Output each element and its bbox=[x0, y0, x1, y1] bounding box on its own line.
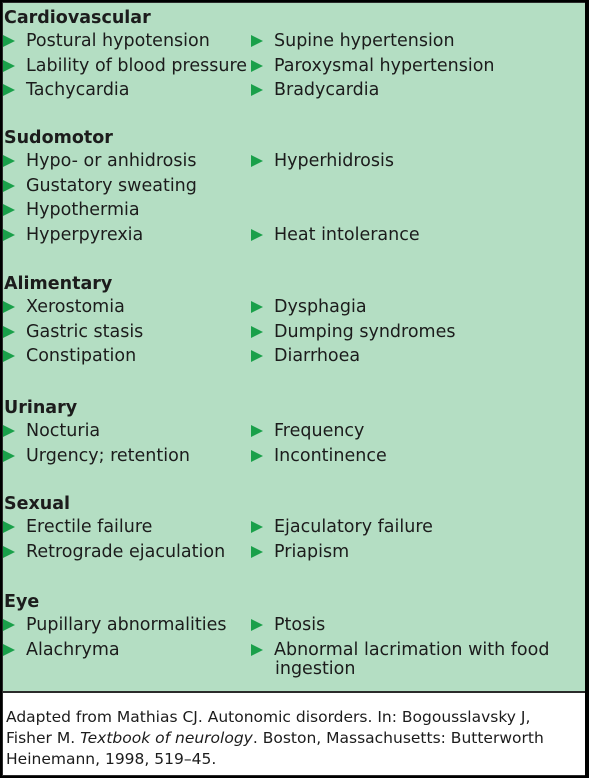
triangle-bullet-icon bbox=[3, 619, 15, 631]
triangle-bullet-icon bbox=[3, 521, 15, 533]
section-alimentary bbox=[3, 273, 585, 369]
section-heading: Sexual bbox=[4, 494, 71, 514]
section-heading: Eye bbox=[4, 592, 40, 612]
list-item bbox=[3, 78, 130, 103]
triangle-bullet-icon bbox=[251, 644, 263, 656]
list-item-label: Urgency; retention bbox=[26, 445, 190, 466]
list-item bbox=[251, 540, 349, 565]
list-item-label: Pupillary abnormalities bbox=[26, 615, 227, 635]
list-item bbox=[3, 320, 143, 345]
list-item bbox=[251, 419, 364, 444]
list-item-label: Bradycardia bbox=[274, 80, 380, 101]
section-sexual bbox=[3, 493, 585, 564]
triangle-bullet-icon bbox=[3, 450, 15, 462]
list-item bbox=[3, 613, 227, 638]
table-row bbox=[3, 54, 585, 79]
section-heading: Alimentary bbox=[4, 274, 113, 294]
list-item bbox=[3, 223, 143, 248]
section-sudomotor bbox=[3, 127, 585, 247]
list-item-label: Paroxysmal hypertension bbox=[274, 55, 495, 76]
list-item bbox=[251, 223, 420, 248]
list-item bbox=[3, 29, 210, 54]
triangle-bullet-icon bbox=[251, 326, 263, 338]
triangle-bullet-icon bbox=[3, 204, 15, 216]
triangle-bullet-icon bbox=[251, 155, 263, 167]
list-item-label: Dumping syndromes bbox=[274, 321, 456, 342]
list-item-label: Gastric stasis bbox=[26, 321, 144, 342]
section-urinary bbox=[3, 397, 585, 468]
table-row bbox=[3, 515, 585, 540]
table-row bbox=[3, 540, 585, 565]
triangle-bullet-icon bbox=[251, 619, 263, 631]
table-row bbox=[3, 223, 585, 248]
triangle-bullet-icon bbox=[251, 35, 263, 47]
triangle-bullet-icon bbox=[251, 350, 263, 362]
list-item-label: Ejaculatory failure bbox=[274, 517, 433, 537]
triangle-bullet-icon bbox=[3, 84, 15, 96]
table-row bbox=[3, 78, 585, 103]
list-item-label: Erectile failure bbox=[26, 517, 153, 537]
list-item-label: Frequency bbox=[274, 421, 365, 441]
list-item-label: Abnormal lacrimation with food bbox=[274, 639, 550, 660]
triangle-bullet-icon bbox=[251, 425, 263, 437]
triangle-bullet-icon bbox=[3, 180, 15, 192]
list-item bbox=[3, 344, 136, 369]
list-item-label: Constipation bbox=[26, 346, 137, 367]
triangle-bullet-icon bbox=[251, 60, 263, 72]
symptom-table bbox=[3, 3, 585, 691]
table-row bbox=[3, 344, 585, 369]
triangle-bullet-icon bbox=[3, 60, 15, 72]
list-item bbox=[251, 295, 367, 320]
list-item-label: Supine hypertension bbox=[274, 31, 455, 51]
triangle-bullet-icon bbox=[3, 229, 15, 241]
list-item-label: Hyperpyrexia bbox=[26, 224, 144, 245]
table-row bbox=[3, 29, 585, 54]
triangle-bullet-icon bbox=[3, 425, 15, 437]
triangle-bullet-icon bbox=[3, 350, 15, 362]
table-row bbox=[3, 444, 585, 469]
list-item-label: Nocturia bbox=[26, 421, 101, 441]
caption-text-end: . Boston, Massachusetts: Butterworth Heinemann, 1998, 519–45. bbox=[6, 729, 544, 768]
triangle-bullet-icon bbox=[3, 326, 15, 338]
triangle-bullet-icon bbox=[3, 35, 15, 47]
list-item-label: Hypothermia bbox=[26, 200, 140, 221]
triangle-bullet-icon bbox=[3, 546, 15, 558]
list-item bbox=[251, 444, 387, 469]
list-item bbox=[251, 515, 433, 540]
list-item bbox=[3, 295, 125, 320]
list-item-label: Lability of blood pressure bbox=[26, 55, 248, 76]
section-heading: Sudomotor bbox=[4, 128, 113, 148]
list-item bbox=[251, 613, 325, 638]
triangle-bullet-icon bbox=[3, 301, 15, 313]
section-cardiovascular bbox=[3, 7, 585, 103]
table-row bbox=[3, 295, 585, 320]
table-row bbox=[3, 613, 585, 638]
triangle-bullet-icon bbox=[3, 644, 15, 656]
list-item bbox=[251, 78, 379, 103]
table-row bbox=[3, 419, 585, 444]
list-item-label: Priapism bbox=[274, 541, 350, 562]
table-row bbox=[3, 198, 585, 223]
list-item-label: Ptosis bbox=[274, 615, 326, 635]
caption-book-title: Textbook of neurology bbox=[80, 729, 253, 747]
section-heading: Cardiovascular bbox=[4, 8, 151, 28]
triangle-bullet-icon bbox=[251, 301, 263, 313]
triangle-bullet-icon bbox=[251, 450, 263, 462]
list-item-label: Heat intolerance bbox=[274, 224, 420, 245]
list-item bbox=[3, 638, 120, 663]
list-item bbox=[251, 54, 495, 79]
list-item bbox=[251, 149, 394, 174]
triangle-bullet-icon bbox=[251, 546, 263, 558]
table-row bbox=[3, 320, 585, 345]
list-item bbox=[3, 174, 197, 199]
list-item-label: Gustatory sweating bbox=[26, 175, 197, 196]
source-caption bbox=[3, 693, 585, 775]
list-item bbox=[3, 515, 152, 540]
list-item bbox=[251, 29, 455, 54]
table-row bbox=[3, 149, 585, 174]
list-item-label: Incontinence bbox=[274, 445, 387, 466]
list-item bbox=[3, 54, 247, 79]
list-item bbox=[3, 198, 140, 223]
list-item bbox=[3, 444, 190, 469]
list-item-label: Retrograde ejaculation bbox=[26, 541, 226, 562]
caption-text: Adapted from Mathias CJ. Autonomic disorders. In: Bogousslavsky J, Fisher M. bbox=[6, 708, 531, 747]
list-item-label: Tachycardia bbox=[26, 80, 130, 101]
list-item bbox=[251, 344, 360, 369]
list-item bbox=[251, 638, 549, 680]
list-item bbox=[3, 419, 100, 444]
list-item-label: Postural hypotension bbox=[26, 31, 210, 51]
triangle-bullet-icon bbox=[251, 84, 263, 96]
list-item-continuation: ingestion bbox=[275, 659, 356, 680]
list-item bbox=[3, 540, 225, 565]
list-item-label: Xerostomia bbox=[26, 297, 125, 317]
triangle-bullet-icon bbox=[3, 155, 15, 167]
list-item bbox=[251, 320, 455, 345]
triangle-bullet-icon bbox=[251, 229, 263, 241]
list-item-label: Hypo- or anhidrosis bbox=[26, 151, 197, 171]
list-item-label: Diarrhoea bbox=[274, 346, 361, 367]
table-row bbox=[3, 174, 585, 199]
list-item-label: Hyperhidrosis bbox=[274, 151, 394, 171]
table-row bbox=[3, 638, 585, 680]
section-heading: Urinary bbox=[4, 398, 78, 418]
section-eye bbox=[3, 591, 585, 680]
list-item-label: Dysphagia bbox=[274, 297, 367, 317]
triangle-bullet-icon bbox=[251, 521, 263, 533]
list-item bbox=[3, 149, 197, 174]
list-item-label: Alachryma bbox=[26, 639, 120, 660]
